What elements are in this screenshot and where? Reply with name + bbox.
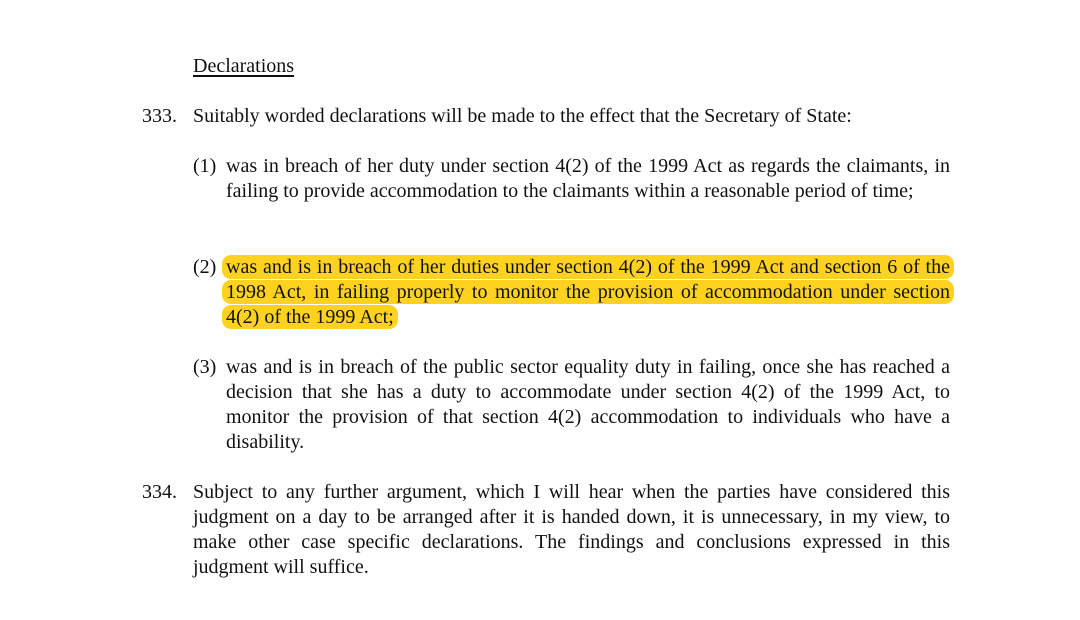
item-text: was in breach of her duty under section 4(2) of the 1999 Act as regards the claimants, in failing to provide accommodation to the claimants within a reasonable period of time; [226,155,950,202]
item-number: (3) [193,356,217,378]
declaration-item-2 [193,255,950,330]
section-heading: Declarations [193,55,295,77]
item-text-container [226,255,950,330]
highlighted-text: was and is in breach of her duties under section 4(2) of the 1999 Act and section 6 of the 1998 Act, in failing properly to monitor the provision of accommodation under section 4(2) of the 1999 Act; [222,255,954,329]
item-number: (2) [193,256,217,278]
item-number: (1) [193,155,217,177]
paragraph-334 [142,480,950,580]
paragraph-text: Subject to any further argument, which I will hear when the parties have considered this judgment on a day to be arranged after it is handed down, it is unnecessary, in my view, to make other case specific declarations. The findings and conclusions expressed in this judgment will suffice. [193,481,950,578]
paragraph-number: 333. [142,105,177,127]
declaration-item-3 [193,355,950,455]
item-text: was and is in breach of the public sector equality duty in failing, once she has reached a decision that she has a duty to accommodate under section 4(2) of the 1999 Act, to monitor the provision of that section 4(2) accommodation to individuals who have a disability. [226,356,950,453]
paragraph-text: Suitably worded declarations will be made to the effect that the Secretary of State: [193,105,852,127]
declaration-item-1 [193,154,950,204]
paragraph-number: 334. [142,481,177,503]
paragraph-333 [142,104,950,129]
